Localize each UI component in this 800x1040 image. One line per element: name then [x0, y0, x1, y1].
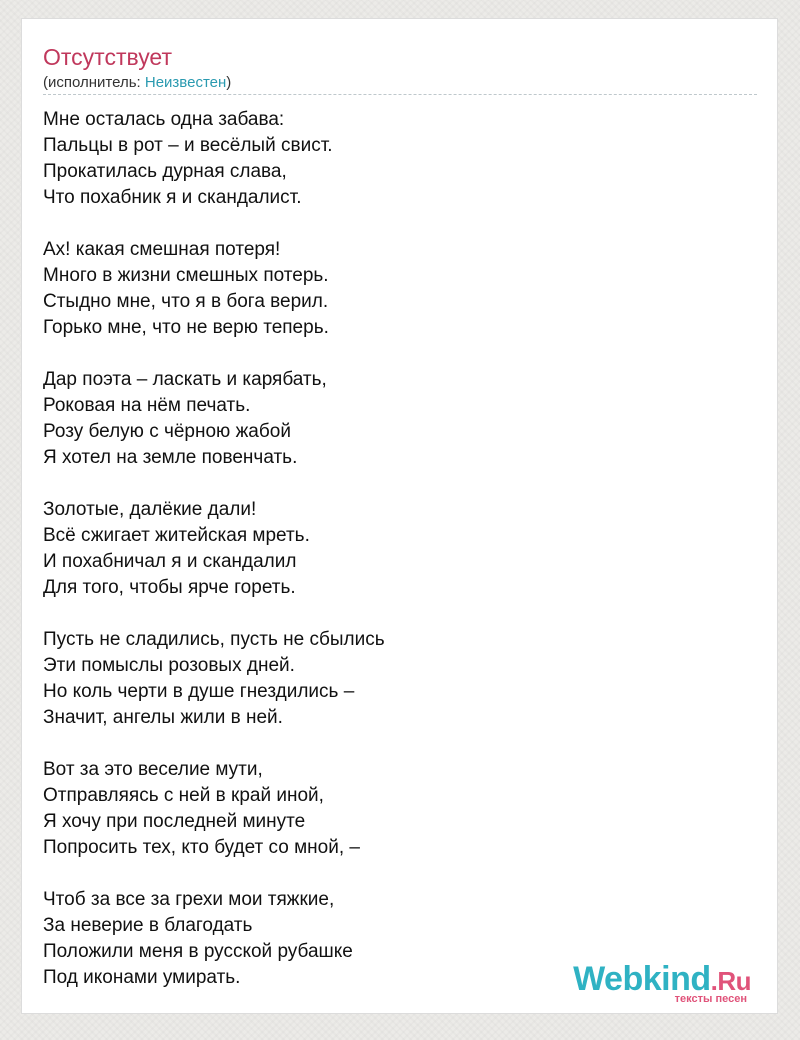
lyrics-line: Вот за это веселие мути,	[43, 759, 263, 780]
logo-tagline: тексты песен	[674, 993, 747, 1005]
lyrics-line: Дар поэта – ласкать и карябать,	[43, 369, 327, 390]
lyrics-card	[21, 18, 778, 1014]
lyrics-line: За неверие в благодать	[43, 915, 253, 936]
song-title: Отсутствует	[43, 44, 172, 70]
logo-name: Webkind	[573, 960, 711, 998]
lyrics-line: Ах! какая смешная потеря!	[43, 239, 281, 260]
lyrics-body	[43, 107, 743, 991]
lyrics-line: Прокатилась дурная слава,	[43, 161, 287, 182]
lyrics-line: Я хотел на земле повенчать.	[43, 447, 298, 468]
lyrics-line: Мне осталась одна забава:	[43, 109, 285, 130]
lyrics-line: Чтоб за все за грехи мои тяжкие,	[43, 889, 335, 910]
title-divider	[43, 94, 757, 95]
lyrics-line: Значит, ангелы жили в ней.	[43, 707, 283, 728]
logo-tld: .Ru	[710, 966, 751, 996]
site-logo[interactable]	[551, 961, 751, 1011]
lyrics-stanza	[43, 627, 743, 731]
lyrics-line: Горько мне, что не верю теперь.	[43, 317, 329, 338]
lyrics-line: И похабничал я и скандалил	[43, 551, 297, 572]
lyrics-line: Розу белую с чёрною жабой	[43, 421, 291, 442]
lyrics-stanza	[43, 107, 743, 211]
artist-suffix: )	[226, 74, 232, 91]
lyrics-stanza	[43, 757, 743, 861]
lyrics-line: Но коль черти в душе гнездились –	[43, 681, 355, 702]
lyrics-line: Отправляясь с ней в край иной,	[43, 785, 324, 806]
lyrics-line: Что похабник я и скандалист.	[43, 187, 302, 208]
lyrics-line: Под иконами умирать.	[43, 967, 241, 988]
lyrics-line: Много в жизни смешных потерь.	[43, 265, 329, 286]
lyrics-line: Роковая на нём печать.	[43, 395, 251, 416]
lyrics-line: Золотые, далёкие дали!	[43, 499, 257, 520]
lyrics-line: Всё сжигает житейская мреть.	[43, 525, 310, 546]
lyrics-stanza	[43, 497, 743, 601]
lyrics-stanza	[43, 367, 743, 471]
artist-link[interactable]: Неизвестен	[144, 74, 227, 91]
lyrics-line: Попросить тех, кто будет со мной, –	[43, 837, 360, 858]
artist-line	[43, 74, 231, 92]
lyrics-line: Эти помыслы розовых дней.	[43, 655, 295, 676]
lyrics-line: Я хочу при последней минуте	[43, 811, 306, 832]
lyrics-line: Для того, чтобы ярче гореть.	[43, 577, 296, 598]
lyrics-line: Пальцы в рот – и весёлый свист.	[43, 135, 333, 156]
lyrics-stanza	[43, 237, 743, 341]
lyrics-line: Положили меня в русской рубашке	[43, 941, 353, 962]
lyrics-line: Стыдно мне, что я в бога верил.	[43, 291, 329, 312]
artist-prefix: (исполнитель:	[43, 74, 145, 91]
lyrics-line: Пусть не сладились, пусть не сбылись	[43, 629, 385, 650]
